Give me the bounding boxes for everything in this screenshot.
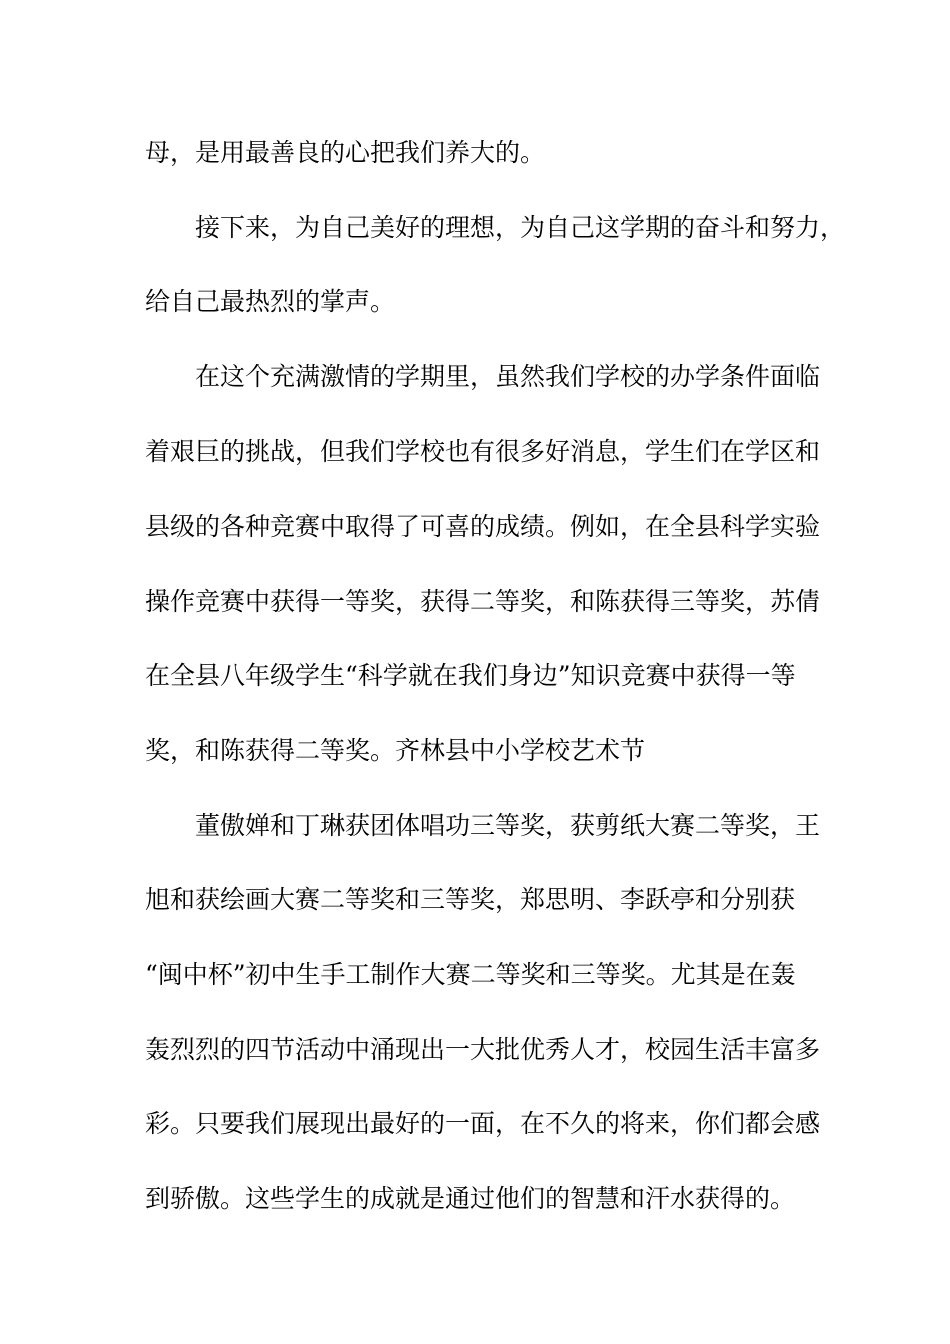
text-line: 母，是用最善良的心把我们养大的。: [145, 138, 546, 167]
text-line: 轰烈烈的四节活动中涌现出一大批优秀人才，校园生活丰富多: [145, 1035, 821, 1064]
text-line: 给自己最热烈的掌声。: [145, 287, 396, 316]
text-line: 在全县八年级学生“科学就在我们身边”知识竞赛中获得一等: [145, 661, 796, 690]
paragraph-first-line: 在这个充满激情的学期里，虽然我们学校的办学条件面临: [195, 362, 821, 391]
paragraph-first-line: 接下来，为自己美好的理想，为自己这学期的奋斗和努力，: [195, 213, 846, 242]
text-line: 到骄傲。这些学生的成就是通过他们的智慧和汗水获得的。: [145, 1184, 796, 1213]
text-line: 操作竞赛中获得一等奖，获得二等奖，和陈获得三等奖，苏倩: [145, 587, 821, 616]
text-line: 着艰巨的挑战，但我们学校也有很多好消息，学生们在学区和: [145, 437, 821, 466]
text-line: 彩。只要我们展现出最好的一面，在不久的将来，你们都会感: [145, 1109, 821, 1138]
paragraph-first-line: 董傲婵和丁琳获团体唱功三等奖，获剪纸大赛二等奖，王: [195, 811, 821, 840]
text-line: 旭和获绘画大赛二等奖和三等奖，郑思明、李跃亭和分别获: [145, 885, 796, 914]
text-line: 县级的各种竞赛中取得了可喜的成绩。例如，在全县科学实验: [145, 512, 821, 541]
text-line: “闽中杯”初中生手工制作大赛二等奖和三等奖。尤其是在轰: [145, 960, 796, 989]
text-line: 奖，和陈获得二等奖。齐林县中小学校艺术节: [145, 736, 646, 765]
